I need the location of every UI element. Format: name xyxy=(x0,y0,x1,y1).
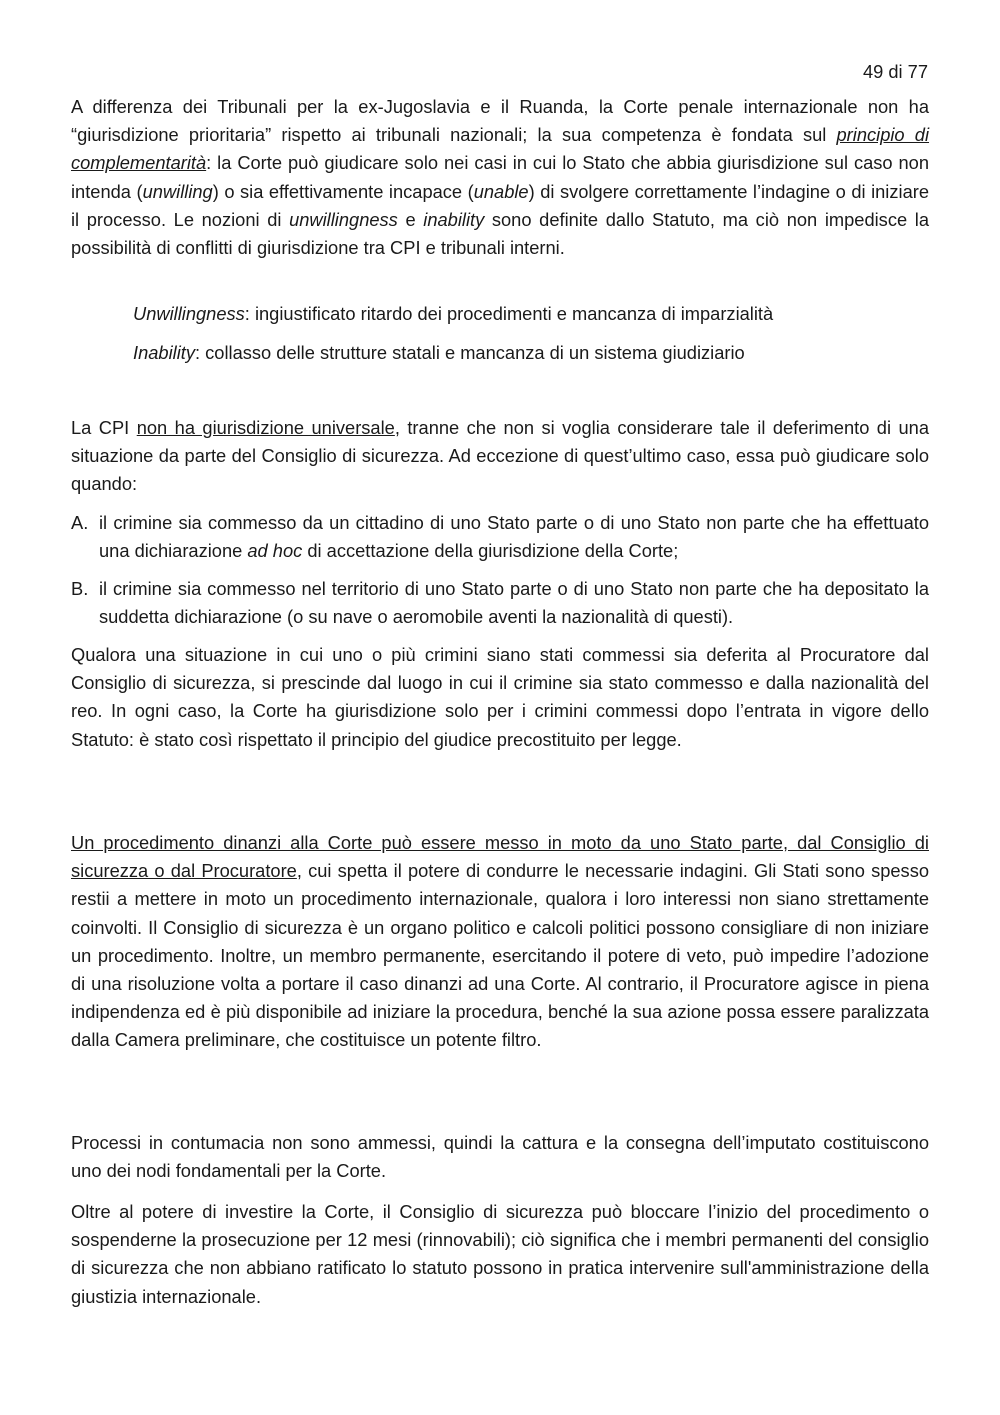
list-item-b xyxy=(71,575,929,631)
text-run: A differenza dei Tribunali per la ex-Jugoslavia e il Ruanda, la Corte penale internazionale non ha “giurisdizione prioritaria” rispetto ai tribunali nazionali; la sua competenza è fondata sul xyxy=(71,96,929,146)
paragraph-security-council-referral: Qualora una situazione in cui uno o più crimini siano stati commessi sia deferita al Procuratore dal Consiglio di sicurezza, si prescinde dal luogo in cui il crimine sia stato commesso e dalla nazionalità del reo. In ogni caso, la Corte ha giurisdizione solo per i crimini commessi dopo l’entrata in vigore dello Statuto: è stato così rispettato il principio del giudice precostituito per legge. xyxy=(71,644,929,750)
list-item-text: il crimine sia commesso nel territorio di uno Stato parte o di uno Stato non parte che ha depositato la suddetta dichiarazione (o su nave o aeromobile aventi la nazionalità di questi). xyxy=(99,578,929,628)
page-number: 49 di 77 xyxy=(862,61,928,82)
italic-term: unwillingness xyxy=(289,208,398,230)
definition-term: Inability xyxy=(133,342,195,363)
text-run: La CPI xyxy=(71,417,137,438)
list-marker: A. xyxy=(71,512,89,533)
paragraph-universal-jurisdiction xyxy=(71,414,929,499)
text-run: , tranne che non si voglia considerare tale il deferimento di una situazione da parte del Consiglio di sicurezza. Ad eccezione di quest’ultimo caso, essa può giudicare solo quando: xyxy=(71,417,929,495)
definition-unwillingness xyxy=(133,300,933,328)
italic-term: unwilling xyxy=(142,180,213,202)
definition-text: : collasso delle strutture statali e mancanza di un sistema giudiziario xyxy=(195,342,745,363)
text-run: ) di svolgere correttamente l’indagine o di iniziare il processo. Le nozioni di xyxy=(71,180,929,230)
definition-inability xyxy=(133,339,933,367)
italic-term: ad hoc xyxy=(247,540,303,562)
text-run: il crimine sia commesso da un cittadino di uno Stato parte o di uno Stato non parte che ha effettuato una dichiarazione xyxy=(99,512,929,562)
paragraph-security-council-power: Oltre al potere di investire la Corte, il Consiglio di sicurezza può bloccare l’inizio del procedimento o sospenderne la prosecuzione per 12 mesi (rinnovabili); ciò significa che i membri permanenti del consiglio di sicurezza che non abbiano ratificato lo statuto possono in pratica intervenire sull'amministrazione della giustizia internazionale. xyxy=(71,1201,929,1307)
underlined-term: principio di complementarità xyxy=(71,124,930,174)
text-run: sono definite dallo Statuto, ma ciò non impedisce la possibilità di conflitti di giurisdizione tra CPI e tribunali interni. xyxy=(71,208,929,259)
underlined-phrase: Un procedimento dinanzi alla Corte può essere messo in moto da uno Stato parte, dal Consiglio di sicurezza o dal Procuratore xyxy=(71,832,929,882)
paragraph-complementarity xyxy=(71,93,929,262)
italic-term: inability xyxy=(423,208,485,230)
definition-term: Unwillingness xyxy=(133,303,245,324)
list-item-a xyxy=(71,509,929,565)
list-marker: B. xyxy=(71,578,89,599)
text-run: di accettazione della giurisdizione della Corte; xyxy=(302,540,679,562)
underlined-phrase: non ha giurisdizione universale xyxy=(136,417,395,438)
paragraph-proceedings-trigger xyxy=(71,829,929,1055)
definition-text: : ingiustificato ritardo dei procedimenti e mancanza di imparzialità xyxy=(244,303,774,324)
text-run: e xyxy=(397,208,424,230)
text-run: , cui spetta il potere di condurre le necessarie indagini. Gli Stati sono spesso restii a mettere in moto un procedimento internazionale, qualora i loro interessi non siano strettamente coinvolti. Il Consiglio di sicurezza è un organo politico e calcoli politici possono consigliare di non iniziare un procedimento. Inoltre, un membro permanente, esercitando il potere di veto, può impedire l’adozione di una risoluzione volta a portare il caso dinanzi ad una Corte. Al contrario, il Procuratore agisce in piena indipendenza ed è più disponibile ad iniziare la procedura, benché la sua azione possa essere paralizzata dalla Camera preliminare, che costituisce un potente filtro. xyxy=(71,860,930,1051)
list-item-text xyxy=(99,509,929,565)
text-run: ) o sia effettivamente incapace ( xyxy=(212,180,474,202)
text-run: : la Corte può giudicare solo nei casi in cui lo Stato che abbia giurisdizione sul caso non intenda ( xyxy=(71,152,929,202)
italic-term: unable xyxy=(473,180,529,202)
paragraph-contumacy: Processi in contumacia non sono ammessi, quindi la cattura e la consegna dell’imputato costituiscono uno dei nodi fondamentali per la Corte. xyxy=(71,1132,929,1182)
